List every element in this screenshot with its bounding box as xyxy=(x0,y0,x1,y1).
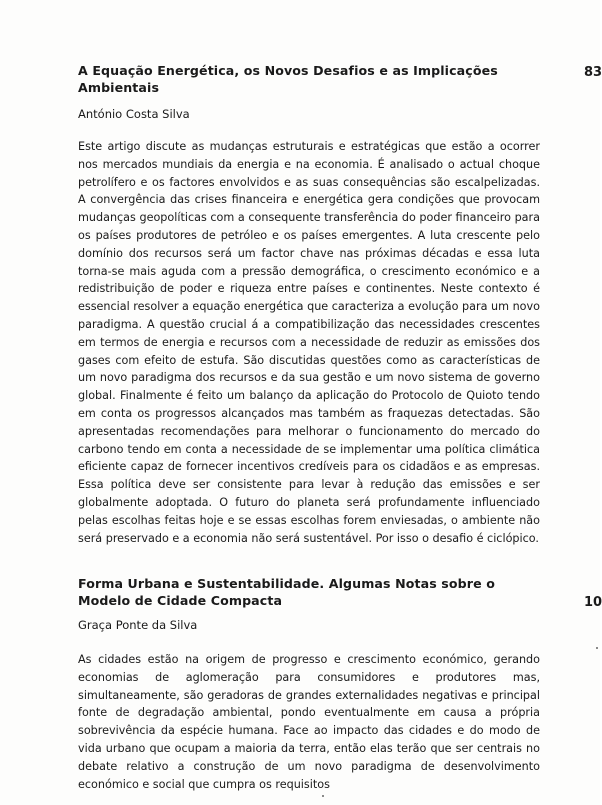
article-title: A Equação Energética, os Novos Desafios e as Implicações Ambientais xyxy=(78,63,498,95)
article-author: Graça Ponte da Silva xyxy=(78,618,198,632)
scan-speck xyxy=(596,647,598,649)
article-abstract: As cidades estão na origem de progresso e crescimento económico, gerando economias de aglomeração para consumidores e produtores mas, simultaneamente, são geradoras de grandes externalidades negativas e principal fonte de degradação ambiental, pondo eventualmente em causa a própria sobrevivência da espécie humana. Face ao impacto das cidades e do modo de vida urbano que ocupam a maioria da terra, então elas terão que ser centrais no debate relativo a construção de um novo paradigma de desenvolvimento económico e social que cumpra os requisitos xyxy=(78,653,540,791)
page-number: 10 xyxy=(584,595,602,610)
article-abstract: Este artigo discute as mudanças estruturais e estratégicas que estão a ocorrer nos mercados mundiais da energia e na economia. É analisado o actual choque petrolífero e os factores envolvidos e as suas consequências são escalpelizadas. A convergência das crises financeira e energética gera condições que provocam mudanças geopolíticas com a consequente transferência do poder financeiro para os países produtores de petróleo e os países emergentes. A luta crescente pelo domínio dos recursos será um factor chave nas próximas décadas e essa luta torna-se mais aguda com a pressão demográfica, o crescimento económico e a redistribuição de poder e riqueza entre países e continentes. Neste contexto é essencial resolver a equação energética que caracteriza a evolução para um novo paradigma. A questão crucial á a compatibilização das necessidades crescentes em termos de energia e recursos com a necessidade de reduzir as emissões dos gases com efeito de estufa. São discutidas questões como as características de um novo paradigma dos recursos e da sua gestão e um novo sistema de governo global. Finalmente é feito um balanço da aplicação do Protocolo de Quioto tendo em conta os progressos alcançados mas também as fraquezas detectadas. São apresentadas recomendações para melhorar o funcionamento do mercado do carbono tendo em conta a necessidade de se implementar uma política climática eficiente capaz de fornecer incentivos credíveis para os cidadãos e as empresas. Essa política deve ser consistente para levar à redução das emissões e ser globalmente adoptada. O futuro do planeta será profundamente influenciado pelas escolhas feitas hoje e se essas escolhas forem enviesadas, o ambiente não será preservado e a economia não será sustentável. Por isso o desafio é ciclópico. xyxy=(78,140,540,545)
scan-speck xyxy=(322,795,324,797)
article-title: Forma Urbana e Sustentabilidade. Algumas Notas sobre o Modelo de Cidade Compacta xyxy=(78,576,495,608)
article-author: António Costa Silva xyxy=(78,107,190,121)
page-number: 83 xyxy=(584,65,602,80)
article-entry xyxy=(78,62,540,547)
article-entry xyxy=(78,575,540,793)
